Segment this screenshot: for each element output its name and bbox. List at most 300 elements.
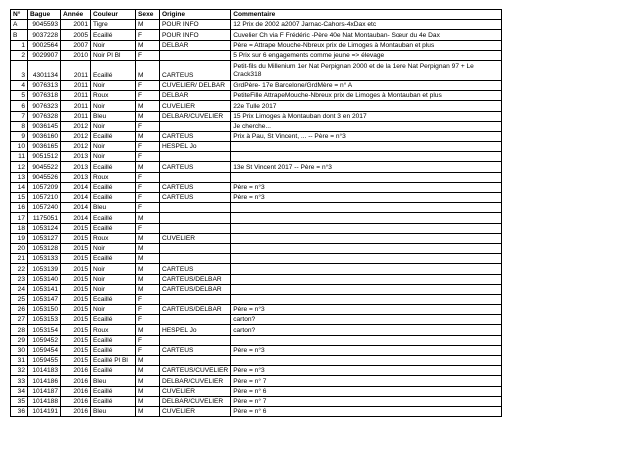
cell-year: 2015 [61, 243, 91, 253]
cell-color: Ecaillé [91, 386, 136, 396]
cell-year: 2015 [61, 345, 91, 355]
cell-sex: M [136, 406, 160, 416]
cell-number: 32 [11, 366, 28, 376]
cell-origin [160, 315, 231, 325]
table-row [11, 366, 502, 376]
cell-ring: 9076318 [28, 91, 61, 101]
cell-comment: 22e Tulle 2017 [231, 101, 502, 111]
cell-number: 23 [11, 274, 28, 284]
cell-ring: 9051512 [28, 152, 61, 162]
cell-comment: carton? [231, 315, 502, 325]
cell-comment: Père = n°3 [231, 366, 502, 376]
cell-ring: 1053140 [28, 274, 61, 284]
cell-sex: F [136, 315, 160, 325]
cell-origin: CUVELIER [160, 101, 231, 111]
cell-ring: 1057210 [28, 193, 61, 203]
cell-year: 2013 [61, 162, 91, 172]
cell-comment: 12 Prix de 2002 a2007 Jarnac-Cahors-4xDax etc [231, 20, 502, 30]
cell-sex: F [136, 193, 160, 203]
cell-sex: F [136, 305, 160, 315]
cell-origin: DELBAR [160, 40, 231, 50]
cell-comment: Je cherche... [231, 121, 502, 131]
cell-ring: 1053147 [28, 294, 61, 304]
cell-number: 25 [11, 294, 28, 304]
cell-origin [160, 335, 231, 345]
cell-color: Ecaillé [91, 223, 136, 233]
cell-comment: Père = n°3 [231, 305, 502, 315]
cell-ring: 1053141 [28, 284, 61, 294]
cell-comment [231, 172, 502, 182]
cell-year: 2013 [61, 172, 91, 182]
cell-sex: F [136, 50, 160, 60]
table-row [11, 80, 502, 90]
cell-origin [160, 203, 231, 213]
table-row [11, 335, 502, 345]
cell-ring: 1053154 [28, 325, 61, 335]
cell-comment [231, 233, 502, 243]
cell-origin: CARTEUS/CUVELIER [160, 366, 231, 376]
cell-color: Ecaillé [91, 193, 136, 203]
cell-color: Roux [91, 233, 136, 243]
cell-number: 31 [11, 356, 28, 366]
cell-origin [160, 243, 231, 253]
cell-sex: M [136, 264, 160, 274]
cell-comment [231, 335, 502, 345]
cell-comment [231, 142, 502, 152]
cell-number: 33 [11, 376, 28, 386]
cell-ring: 1053139 [28, 264, 61, 274]
cell-sex: F [136, 152, 160, 162]
cell-number: 20 [11, 243, 28, 253]
cell-sex: F [136, 294, 160, 304]
cell-color: Ecaillé [91, 60, 136, 80]
cell-color: Bleu [91, 111, 136, 121]
cell-color: Noir [91, 80, 136, 90]
cell-color: Ecaillé [91, 335, 136, 345]
table-row [11, 101, 502, 111]
cell-year: 2012 [61, 131, 91, 141]
cell-year: 2015 [61, 294, 91, 304]
cell-color: Ecaillé [91, 213, 136, 223]
table-row [11, 121, 502, 131]
cell-number: 7 [11, 111, 28, 121]
cell-year: 2011 [61, 111, 91, 121]
cell-ring: 4301134 [28, 60, 61, 80]
table-row [11, 20, 502, 30]
cell-ring: 1014191 [28, 406, 61, 416]
cell-year: 2015 [61, 305, 91, 315]
cell-comment: Petit-fils du Millenium 1er Nat Perpignan 2000 et de la 1ere Nat Perpignan 97 + Le Crack318 [231, 60, 502, 80]
table-row [11, 396, 502, 406]
cell-ring: 1057240 [28, 203, 61, 213]
cell-comment [231, 274, 502, 284]
table-row [11, 376, 502, 386]
cell-color: Bleu [91, 376, 136, 386]
cell-ring: 9037228 [28, 30, 61, 40]
table-row [11, 254, 502, 264]
cell-color: Ecaillé [91, 345, 136, 355]
cell-number: 12 [11, 162, 28, 172]
cell-comment [231, 152, 502, 162]
cell-comment: Père = n°3 [231, 182, 502, 192]
cell-sex: F [136, 182, 160, 192]
cell-ring: 1059455 [28, 356, 61, 366]
cell-comment: Prix à Pau, St Vincent, ... -- Père = n°3 [231, 131, 502, 141]
cell-sex: M [136, 131, 160, 141]
cell-color: Ecaillé [91, 131, 136, 141]
cell-number: 18 [11, 223, 28, 233]
cell-comment: Père = n° 6 [231, 406, 502, 416]
cell-year: 2011 [61, 91, 91, 101]
header-comment: Commentaire [231, 10, 502, 20]
cell-ring: 1014186 [28, 376, 61, 386]
table-row [11, 345, 502, 355]
cell-number: 34 [11, 386, 28, 396]
cell-number: 26 [11, 305, 28, 315]
header-ring: Bague [28, 10, 61, 20]
cell-ring: 1053150 [28, 305, 61, 315]
cell-color: Roux [91, 325, 136, 335]
cell-year: 2015 [61, 223, 91, 233]
cell-ring: 9076328 [28, 111, 61, 121]
cell-number: 8 [11, 121, 28, 131]
cell-color: Ecaillé [91, 254, 136, 264]
cell-year: 2015 [61, 254, 91, 264]
cell-year: 2016 [61, 386, 91, 396]
table-row [11, 305, 502, 315]
cell-ring: 1059452 [28, 335, 61, 345]
table-row [11, 111, 502, 121]
cell-number: 22 [11, 264, 28, 274]
cell-year: 2016 [61, 396, 91, 406]
cell-origin: CARTEUS [160, 131, 231, 141]
cell-year: 2015 [61, 274, 91, 284]
cell-comment: Père = n° 6 [231, 386, 502, 396]
cell-ring: 9036160 [28, 131, 61, 141]
cell-ring: 1059454 [28, 345, 61, 355]
cell-sex: M [136, 396, 160, 406]
cell-sex: M [136, 325, 160, 335]
cell-origin [160, 356, 231, 366]
cell-comment: Cuvelier Ch via F Frédéric -Père 40e Nat Montauban- Sœur du 4e Dax [231, 30, 502, 40]
cell-ring: 9076323 [28, 101, 61, 111]
table-row [11, 40, 502, 50]
cell-color: Noir [91, 305, 136, 315]
cell-comment [231, 356, 502, 366]
cell-number: 14 [11, 182, 28, 192]
table-row [11, 213, 502, 223]
cell-year: 2016 [61, 366, 91, 376]
cell-year: 2014 [61, 193, 91, 203]
cell-comment [231, 213, 502, 223]
cell-sex: F [136, 203, 160, 213]
cell-color: Noir [91, 152, 136, 162]
cell-origin [160, 50, 231, 60]
table-row [11, 91, 502, 101]
cell-origin: CARTEUS [160, 193, 231, 203]
cell-number: 17 [11, 213, 28, 223]
cell-number: 30 [11, 345, 28, 355]
table-row [11, 162, 502, 172]
cell-sex: F [136, 335, 160, 345]
cell-sex: M [136, 366, 160, 376]
cell-comment: Père = n° 7 [231, 376, 502, 386]
cell-comment [231, 294, 502, 304]
cell-sex: M [136, 60, 160, 80]
cell-comment [231, 223, 502, 233]
cell-number: 11 [11, 152, 28, 162]
cell-comment: 5 Prix sur 6 engagements comme jeune => élevage [231, 50, 502, 60]
cell-sex: F [136, 30, 160, 40]
table-row [11, 203, 502, 213]
cell-comment: PetiteFille AttrapeMouche-Nbreux prix de Limoges à Montauban et plus [231, 91, 502, 101]
table-row [11, 294, 502, 304]
cell-origin [160, 172, 231, 182]
cell-origin: CUVELIER/ DELBAR [160, 80, 231, 90]
cell-number: 10 [11, 142, 28, 152]
cell-origin: CARTEUS [160, 345, 231, 355]
cell-ring: 9076313 [28, 80, 61, 90]
header-row [11, 10, 502, 20]
cell-origin [160, 254, 231, 264]
cell-year: 2005 [61, 30, 91, 40]
cell-sex: M [136, 386, 160, 396]
cell-year: 2011 [61, 60, 91, 80]
cell-year: 2016 [61, 406, 91, 416]
cell-color: Ecaillé [91, 30, 136, 40]
cell-year: 2007 [61, 40, 91, 50]
cell-color: Roux [91, 172, 136, 182]
cell-ring: 1014183 [28, 366, 61, 376]
cell-origin: CARTEUS [160, 182, 231, 192]
cell-comment [231, 264, 502, 274]
cell-ring: 1053153 [28, 315, 61, 325]
table-row [11, 233, 502, 243]
cell-number: 5 [11, 91, 28, 101]
table-row [11, 284, 502, 294]
cell-sex: F [136, 80, 160, 90]
cell-ring: 1053128 [28, 243, 61, 253]
cell-ring: 9002564 [28, 40, 61, 50]
cell-origin [160, 121, 231, 131]
cell-sex: M [136, 111, 160, 121]
cell-color: Tigre [91, 20, 136, 30]
cell-year: 2013 [61, 152, 91, 162]
cell-origin [160, 294, 231, 304]
cell-number: 21 [11, 254, 28, 264]
cell-comment [231, 203, 502, 213]
cell-number: 4 [11, 80, 28, 90]
cell-sex: F [136, 91, 160, 101]
cell-origin: POUR INFO [160, 20, 231, 30]
cell-color: Roux [91, 91, 136, 101]
cell-number: B [11, 30, 28, 40]
cell-sex: M [136, 101, 160, 111]
cell-year: 2015 [61, 264, 91, 274]
cell-origin: HESPEL Jo [160, 325, 231, 335]
cell-ring: 9036145 [28, 121, 61, 131]
cell-sex: M [136, 20, 160, 30]
table-row [11, 50, 502, 60]
cell-ring: 1014188 [28, 396, 61, 406]
cell-comment: Père = n°3 [231, 345, 502, 355]
cell-color: Ecaillé [91, 294, 136, 304]
cell-sex: M [136, 284, 160, 294]
cell-ring: 1053124 [28, 223, 61, 233]
table-row [11, 142, 502, 152]
cell-sex: M [136, 254, 160, 264]
header-origin: Origine [160, 10, 231, 20]
cell-ring: 9045526 [28, 172, 61, 182]
cell-origin: HESPEL Jo [160, 142, 231, 152]
cell-color: Ecaillé Pl Bl [91, 356, 136, 366]
cell-origin [160, 223, 231, 233]
cell-color: Noir [91, 274, 136, 284]
cell-year: 2015 [61, 325, 91, 335]
cell-color: Bleu [91, 406, 136, 416]
cell-year: 2015 [61, 335, 91, 345]
cell-year: 2011 [61, 80, 91, 90]
cell-number: 35 [11, 396, 28, 406]
cell-origin: CUVELIER [160, 406, 231, 416]
cell-ring: 9045522 [28, 162, 61, 172]
cell-origin [160, 213, 231, 223]
cell-origin: CARTEUS/DELBAR [160, 284, 231, 294]
cell-comment: Père = n°3 [231, 193, 502, 203]
cell-number: 16 [11, 203, 28, 213]
table-row [11, 172, 502, 182]
cell-sex: M [136, 356, 160, 366]
table-row [11, 315, 502, 325]
cell-sex: M [136, 274, 160, 284]
cell-number: 24 [11, 284, 28, 294]
cell-sex: M [136, 162, 160, 172]
cell-number: 28 [11, 325, 28, 335]
cell-color: Bleu [91, 203, 136, 213]
cell-number: 3 [11, 60, 28, 80]
cell-comment: 13e St Vincent 2017 -- Père = n°3 [231, 162, 502, 172]
cell-number: 19 [11, 233, 28, 243]
table-row [11, 182, 502, 192]
cell-color: Noir [91, 243, 136, 253]
cell-year: 2015 [61, 356, 91, 366]
cell-origin: CARTEUS [160, 60, 231, 80]
cell-color: Ecaillé [91, 162, 136, 172]
cell-number: 9 [11, 131, 28, 141]
cell-ring: 1053133 [28, 254, 61, 264]
table-row [11, 406, 502, 416]
table-row [11, 386, 502, 396]
cell-origin: CUVELIER [160, 386, 231, 396]
cell-origin: POUR INFO [160, 30, 231, 40]
cell-origin [160, 152, 231, 162]
cell-ring: 9045593 [28, 20, 61, 30]
cell-color: Ecaillé [91, 366, 136, 376]
cell-origin: CARTEUS [160, 162, 231, 172]
cell-sex: F [136, 121, 160, 131]
cell-number: 2 [11, 50, 28, 60]
cell-sex: M [136, 243, 160, 253]
cell-number: 13 [11, 172, 28, 182]
table-row [11, 60, 502, 80]
cell-color: Noir [91, 121, 136, 131]
cell-sex: F [136, 142, 160, 152]
cell-comment: GrdPère- 17e Barcelone/GrdMère = n° A [231, 80, 502, 90]
cell-color: Noir [91, 284, 136, 294]
cell-number: 1 [11, 40, 28, 50]
cell-comment [231, 243, 502, 253]
cell-year: 2014 [61, 182, 91, 192]
cell-origin: DELBAR [160, 91, 231, 101]
cell-number: 29 [11, 335, 28, 345]
cell-color: Ecaillé [91, 315, 136, 325]
cell-sex: M [136, 40, 160, 50]
table-row [11, 30, 502, 40]
cell-comment: Père = Attrape Mouche-Nbreux prix de Limoges à Montauban et plus [231, 40, 502, 50]
cell-comment [231, 254, 502, 264]
cell-color: Noir [91, 264, 136, 274]
cell-color: Noir [91, 40, 136, 50]
table-row [11, 356, 502, 366]
header-color: Couleur [91, 10, 136, 20]
cell-color: Noir Pl Bl [91, 50, 136, 60]
cell-origin: CARTEUS/DELBAR [160, 305, 231, 315]
cell-origin: DELBAR/CUVELIER [160, 111, 231, 121]
cell-sex: M [136, 233, 160, 243]
cell-comment: carton? [231, 325, 502, 335]
cell-sex: F [136, 172, 160, 182]
cell-color: Ecaillé [91, 182, 136, 192]
cell-year: 2011 [61, 101, 91, 111]
cell-origin: CUVELIER [160, 233, 231, 243]
cell-number: 6 [11, 101, 28, 111]
cell-year: 2012 [61, 121, 91, 131]
cell-comment [231, 284, 502, 294]
table-row [11, 243, 502, 253]
cell-ring: 1175051 [28, 213, 61, 223]
table-row [11, 193, 502, 203]
cell-ring: 1014187 [28, 386, 61, 396]
cell-number: 15 [11, 193, 28, 203]
cell-comment: 15 Prix Limoges à Montauban dont 3 en 2017 [231, 111, 502, 121]
cell-color: Ecaillé [91, 396, 136, 406]
cell-sex: F [136, 223, 160, 233]
cell-color: Noir [91, 101, 136, 111]
header-sex: Sexe [136, 10, 160, 20]
cell-year: 2014 [61, 203, 91, 213]
cell-year: 2015 [61, 233, 91, 243]
cell-ring: 1053127 [28, 233, 61, 243]
cell-sex: M [136, 213, 160, 223]
table-row [11, 223, 502, 233]
table-row [11, 264, 502, 274]
table-row [11, 274, 502, 284]
cell-ring: 9029907 [28, 50, 61, 60]
header-year: Année [61, 10, 91, 20]
cell-comment: Père = n° 7 [231, 396, 502, 406]
cell-origin: CARTEUS/DELBAR [160, 274, 231, 284]
pigeon-registry-table [10, 9, 502, 417]
cell-year: 2012 [61, 142, 91, 152]
cell-year: 2016 [61, 376, 91, 386]
cell-color: Noir [91, 142, 136, 152]
cell-year: 2015 [61, 284, 91, 294]
cell-ring: 9036165 [28, 142, 61, 152]
cell-number: A [11, 20, 28, 30]
cell-ring: 1057209 [28, 182, 61, 192]
cell-year: 2001 [61, 20, 91, 30]
cell-year: 2014 [61, 213, 91, 223]
